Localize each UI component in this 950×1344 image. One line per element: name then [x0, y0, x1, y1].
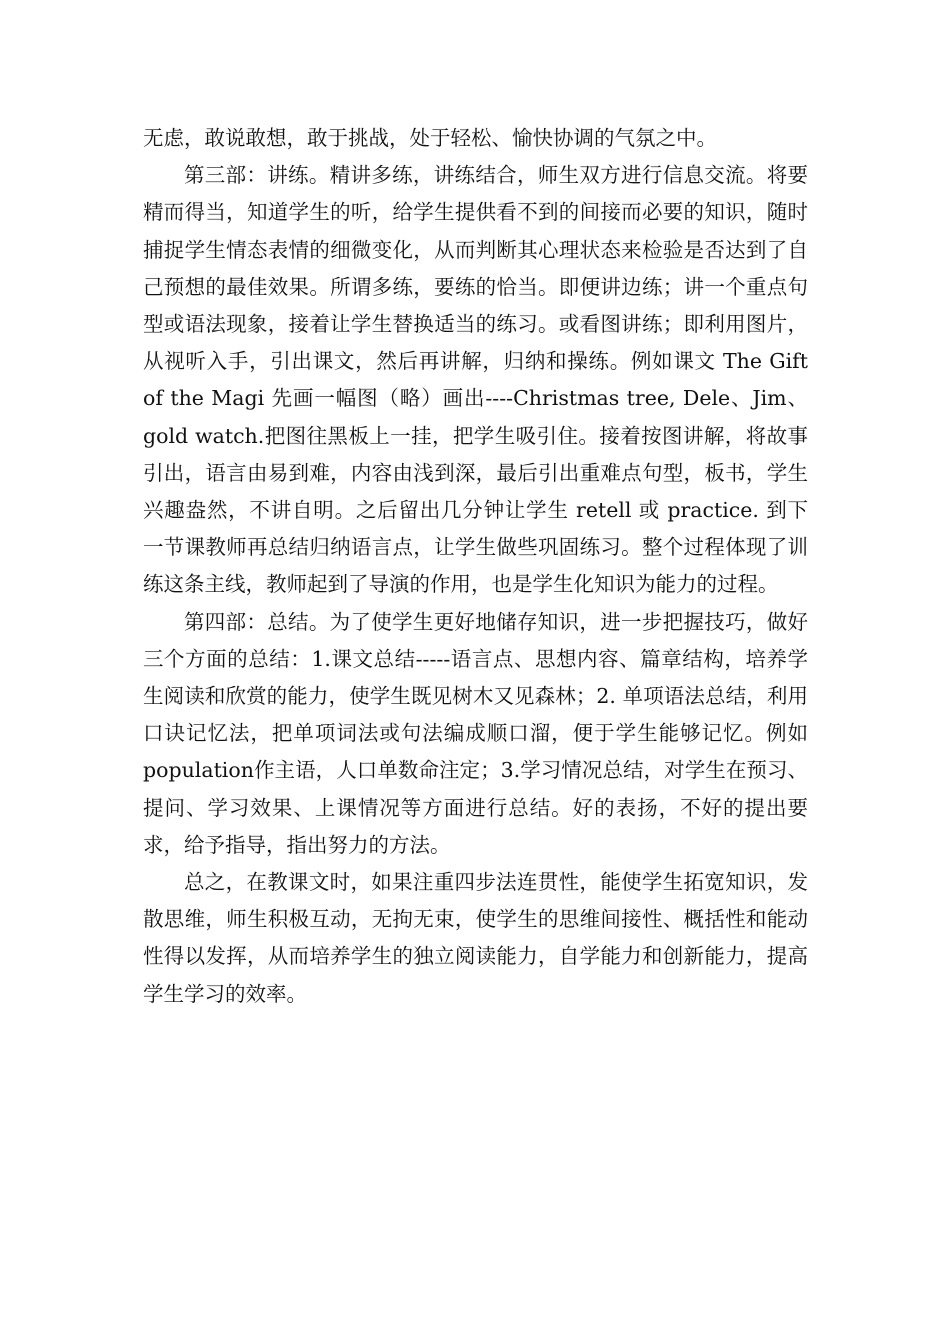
paragraph-continuation: 无虑，敢说敢想，敢于挑战，处于轻松、愉快协调的气氛之中。 [143, 126, 717, 150]
paragraph-part-three: 第三部：讲练。精讲多练，讲练结合，师生双方进行信息交流。将要精而得当，知道学生的听，给学生提供看不到的间接而必要的知识，随时捕捉学生情态表情的细微变化，从而判断其心理状态来检验是否达到了自己预想的最佳效果。所谓多练，要练的恰当。即便讲边练；讲一个重点句型或语法现象，接着让学生替换适当的练习。或看图讲练；即利用图片，从视听入手，引出课文，然后再讲解，归纳和操练。例如课文 The Gift of the Magi 先画一幅图（略）画出----Christmas tree, Dele、Jim、gold watch.把图往黑板上一挂，把学生吸引住。接着按图讲解，将故事引出，语言由易到难，内容由浅到深，最后引出重难点句型，板书，学生兴趣盎然，不讲自明。之后留出几分钟让学生 retell 或 practice. 到下一节课教师再总结归纳语言点，让学生做些巩固练习。整个过程体现了训练这条主线，教师起到了导演的作用，也是学生化知识为能力的过程。 [143, 163, 808, 597]
document-body [143, 120, 808, 1013]
paragraph-part-four: 第四部：总结。为了使学生更好地储存知识，进一步把握技巧，做好三个方面的总结：1.课文总结-----语言点、思想内容、篇章结构，培养学生阅读和欣赏的能力，使学生既见树木又见森林；2. 单项语法总结，利用口诀记忆法，把单项词法或句法编成顺口溜，便于学生能够记忆。例如population作主语，人口单数命注定；3.学习情况总结，对学生在预习、提问、学习效果、上课情况等方面进行总结。好的表扬，不好的提出要求，给予指导，指出努力的方法。 [143, 609, 808, 857]
paragraph-conclusion: 总之，在教课文时，如果注重四步法连贯性，能使学生拓宽知识，发散思维，师生积极互动，无拘无束，使学生的思维间接性、概括性和能动性得以发挥，从而培养学生的独立阅读能力，自学能力和创新能力，提高学生学习的效率。 [143, 870, 808, 1006]
